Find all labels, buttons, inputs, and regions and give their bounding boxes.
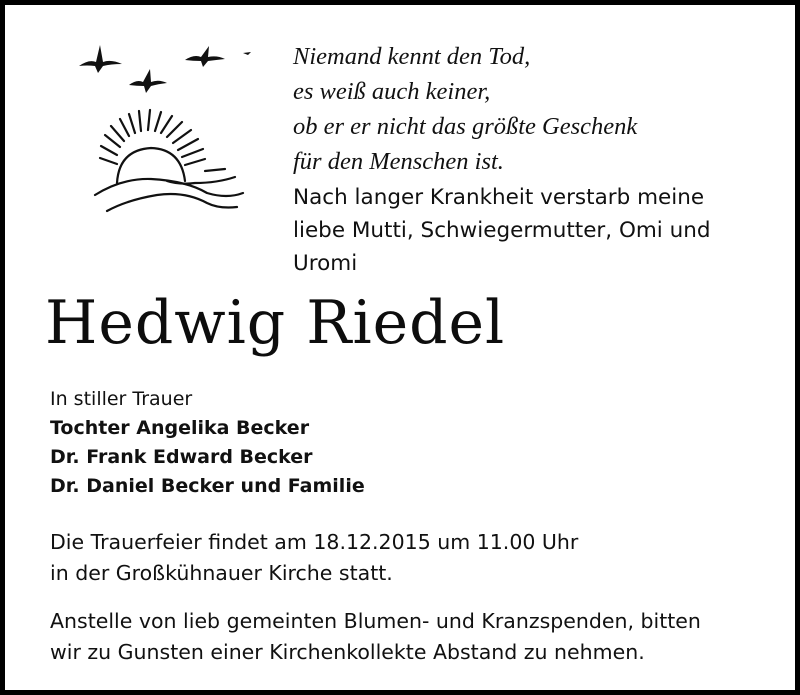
bird-icon <box>79 45 122 73</box>
bird-icon <box>243 52 251 55</box>
mourning-label: In stiller Trauer <box>50 388 193 410</box>
mourner-name: Dr. Daniel Becker und Familie <box>50 475 365 497</box>
bird-icon <box>185 46 225 67</box>
poem-line: Niemand kennt den Tod, <box>293 43 531 70</box>
mourner-name: Tochter Angelika Becker <box>50 417 310 439</box>
announcement-line: Nach langer Krankheit verstarb meine <box>293 185 705 210</box>
poem-line: für den Menschen ist. <box>293 148 504 175</box>
poem-line: ob er er nicht das größte Geschenk <box>293 113 638 140</box>
request-line: Anstelle von lieb gemeinten Blumen- und Kranzspenden, bitten <box>50 609 701 633</box>
donation-request <box>50 606 701 668</box>
deceased-name: Hedwig Riedel <box>45 288 506 358</box>
sunset-with-birds-icon <box>67 35 257 213</box>
bird-icon <box>129 69 167 93</box>
mourner-name: Dr. Frank Edward Becker <box>50 446 313 468</box>
poem <box>293 39 637 179</box>
service-line: in der Großkühnauer Kirche statt. <box>50 561 393 585</box>
death-announcement <box>293 181 711 280</box>
poem-line: es weiß auch keiner, <box>293 78 491 105</box>
announcement-line: liebe Mutti, Schwiegermutter, Omi und <box>293 218 711 243</box>
mourners-block <box>50 385 365 501</box>
service-line: Die Trauerfeier findet am 18.12.2015 um 11.00 Uhr <box>50 530 579 554</box>
announcement-line: Uromi <box>293 251 358 276</box>
funeral-service-info <box>50 527 578 589</box>
request-line: wir zu Gunsten einer Kirchenkollekte Abstand zu nehmen. <box>50 640 645 664</box>
